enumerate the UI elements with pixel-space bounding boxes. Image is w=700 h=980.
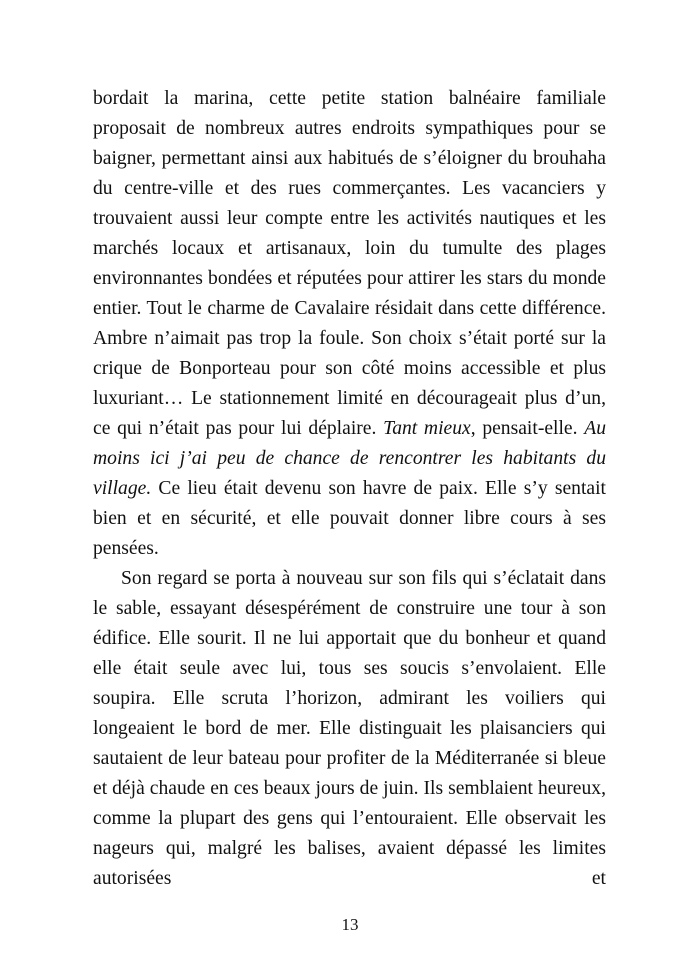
body-text [93,84,606,894]
p1-text-2: , pensait-elle. [470,418,585,439]
p1-text-3: Ce lieu était devenu son havre de paix. Elle s’y sentait bien et en sécurité, et elle pouvait donner libre cours à ses pensées. [93,478,606,559]
p1-text-1: bordait la marina, cette petite station balnéaire familiale proposait de nombreux autres endroits sympathiques pour se baigner, permettant ainsi aux habitués de s’éloigner du brouhaha du centre-ville et des rues commerçantes. Les vacanciers y trouvaient aussi leur compte entre les activités nautiques et les marchés locaux et artisanaux, loin du tumulte des plages environnantes bondées et réputées pour attirer les stars du monde entier. Tout le charme de Cavalaire résidait dans cette différence. Ambre n’aimait pas trop la foule. Son choix s’était porté sur la crique de Bonporteau pour son côté moins accessible et plus luxuriant… Le stationnement limité en décourageait plus d’un, ce qui n’était pas pour lui déplaire. [93,88,606,439]
paragraph-1 [93,84,606,564]
page-number: 13 [341,915,359,934]
p1-italic-tant-mieux: Tant mieux [383,418,471,439]
paragraph-2 [93,564,606,894]
p1-italic-thought: Au moins ici j’ai peu de chance de rencontrer les habitants du village. [93,418,606,499]
p2-text-1: Son regard se porta à nouveau sur son fils qui s’éclatait dans le sable, essayant désespérément de construire une tour à son édifice. Elle sourit. Il ne lui apportait que du bonheur et quand elle était seule avec lui, tous ses soucis s’envolaient. Elle soupira. Elle scruta l’horizon, admirant les voiliers qui longeaient le bord de mer. Elle distinguait les plaisanciers qui sautaient de leur bateau pour profiter de la Méditerranée si bleue et déjà chaude en ces beaux jours de juin. Ils semblaient heureux, comme la plupart des gens qui l’entouraient. Elle observait les nageurs qui, malgré les balises, avaient dépassé les limites autorisées et [93,568,606,889]
